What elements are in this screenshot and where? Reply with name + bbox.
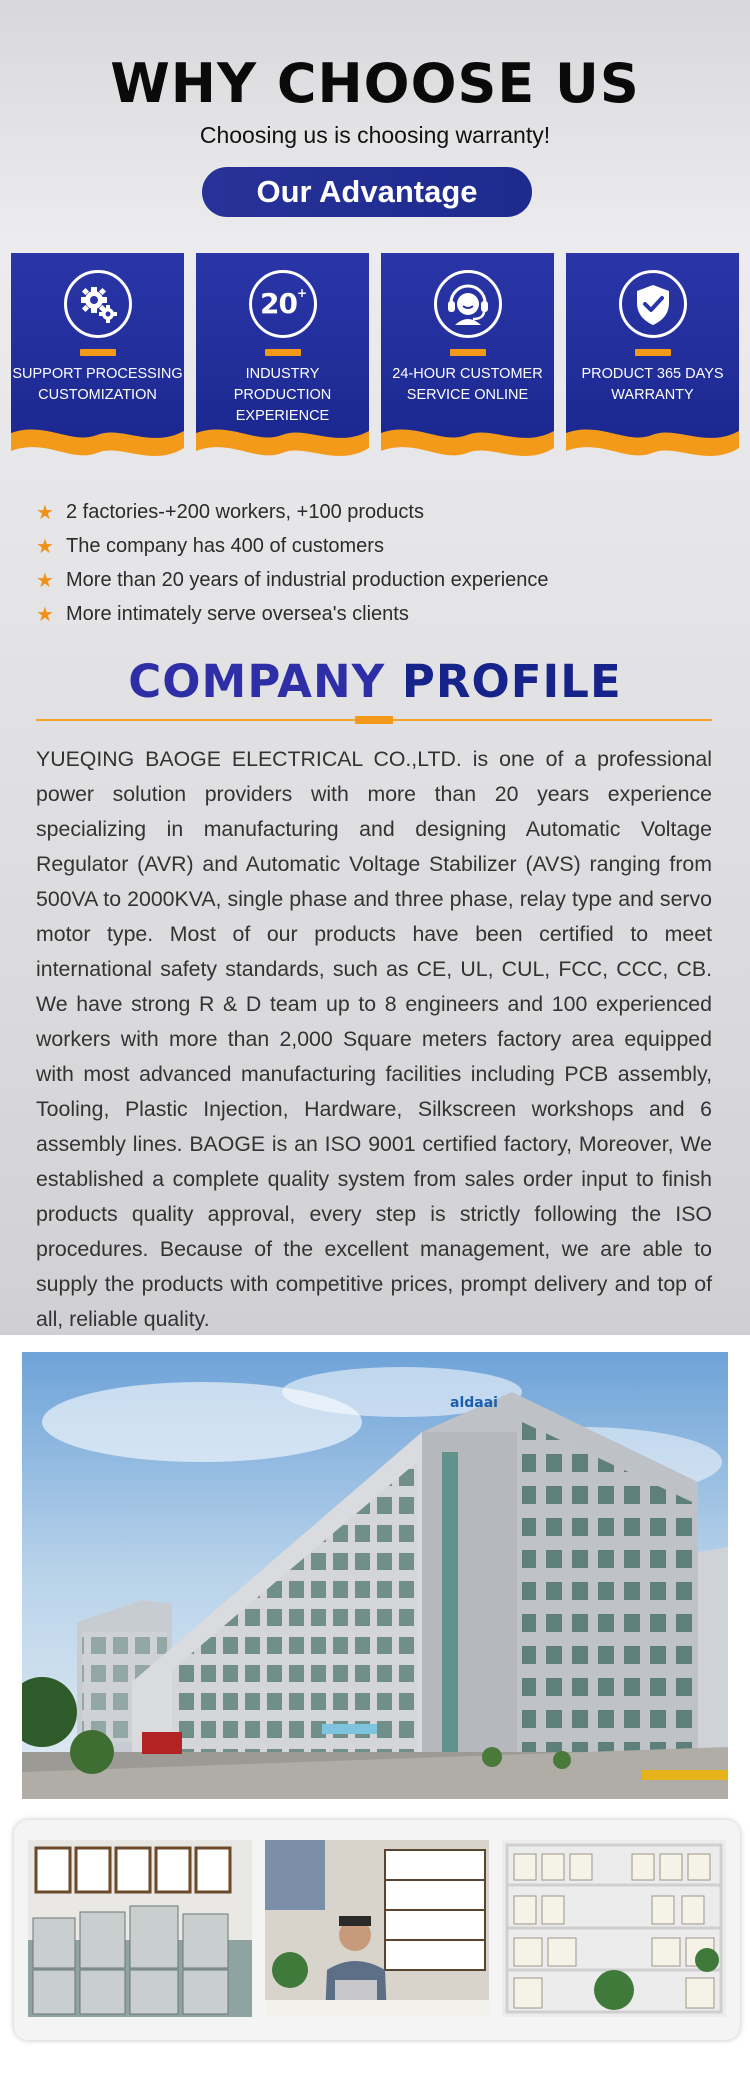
list-item: ★ More intimately serve oversea's clients	[36, 602, 409, 626]
card-accent-bar	[80, 349, 116, 356]
office-worker-photo	[265, 1840, 489, 2017]
badge-number: 20	[259, 287, 297, 320]
company-profile-title: COMPANY PROFILE	[128, 655, 622, 708]
card-accent-bar	[450, 349, 486, 356]
list-item: ★ The company has 400 of customers	[36, 534, 384, 558]
star-icon: ★	[36, 569, 54, 592]
photo-gallery	[14, 1820, 740, 2040]
list-item: ★ 2 factories-+200 workers, +100 products	[36, 500, 424, 524]
card-accent-bar	[265, 349, 301, 356]
advantage-card-customization	[11, 253, 184, 468]
product-showroom-photo	[502, 1840, 726, 2017]
star-icon: ★	[36, 603, 54, 626]
advantage-card-service	[381, 253, 554, 468]
title-divider-accent	[355, 716, 393, 724]
headset-agent-icon	[434, 270, 502, 338]
shield-check-icon	[619, 270, 687, 338]
advantage-card-experience	[196, 253, 369, 468]
company-profile-text: YUEQING BAOGE ELECTRICAL CO.,LTD. is one of a professional power solution providers with more than 20 years experience specializing in manufacturing and designing Automatic Voltage Regulator (AVR) and Automatic Voltage Stabilizer (AVS) ranging from 500VA to 2000KVA, single phase and three phase, relay type and servo motor type. Most of our products have been certified to meet international safety standards, such as CE, UL, CUL, FCC, CCC, CB. We have strong R & D team up to 8 engineers and 100 experienced workers with more than 2,000 Square meters factory area equipped with most advanced manufacturing facilities including PCB assembly, Tooling, Plastic Injection, Hardware, Silkscreen workshops and 6 assembly lines. BAOGE is an ISO 9001 certified factory, Moreover, We established a complete quality system from sales order input to finish products quality approval, every step is strictly following the ISO procedures. Because of the excellent management, we are able to supply the products with competitive prices, prompt delivery and top of all, reliable quality.	[36, 747, 712, 1331]
star-icon: ★	[36, 501, 54, 524]
why-choose-us-subtitle: Choosing us is choosing warranty!	[199, 122, 551, 148]
certificates-stabilizers-photo	[28, 1840, 252, 2017]
star-icon: ★	[36, 535, 54, 558]
card-label: 24-HOUR CUSTOMER SERVICE ONLINE	[392, 366, 543, 403]
twenty-plus-icon	[249, 270, 317, 338]
factory-building-photo	[22, 1352, 728, 1799]
card-label: INDUSTRY PRODUCTION EXPERIENCE	[233, 366, 332, 424]
gears-icon	[64, 270, 132, 338]
card-label: PRODUCT 365 DAYS WARRANTY	[581, 366, 724, 403]
card-label: SUPPORT PROCESSING CUSTOMIZATION	[12, 366, 183, 403]
list-item: ★ More than 20 years of industrial production experience	[36, 568, 549, 592]
badge-plus: +	[296, 285, 307, 300]
advantage-cards	[11, 253, 739, 468]
card-accent-bar	[635, 349, 671, 356]
our-advantage-button[interactable]: Our Advantage	[202, 167, 532, 217]
building-logo: aldaai	[450, 1395, 498, 1411]
why-choose-us-title: WHY CHOOSE US	[110, 52, 640, 115]
feature-list	[36, 495, 716, 631]
advantage-card-warranty	[566, 253, 739, 468]
